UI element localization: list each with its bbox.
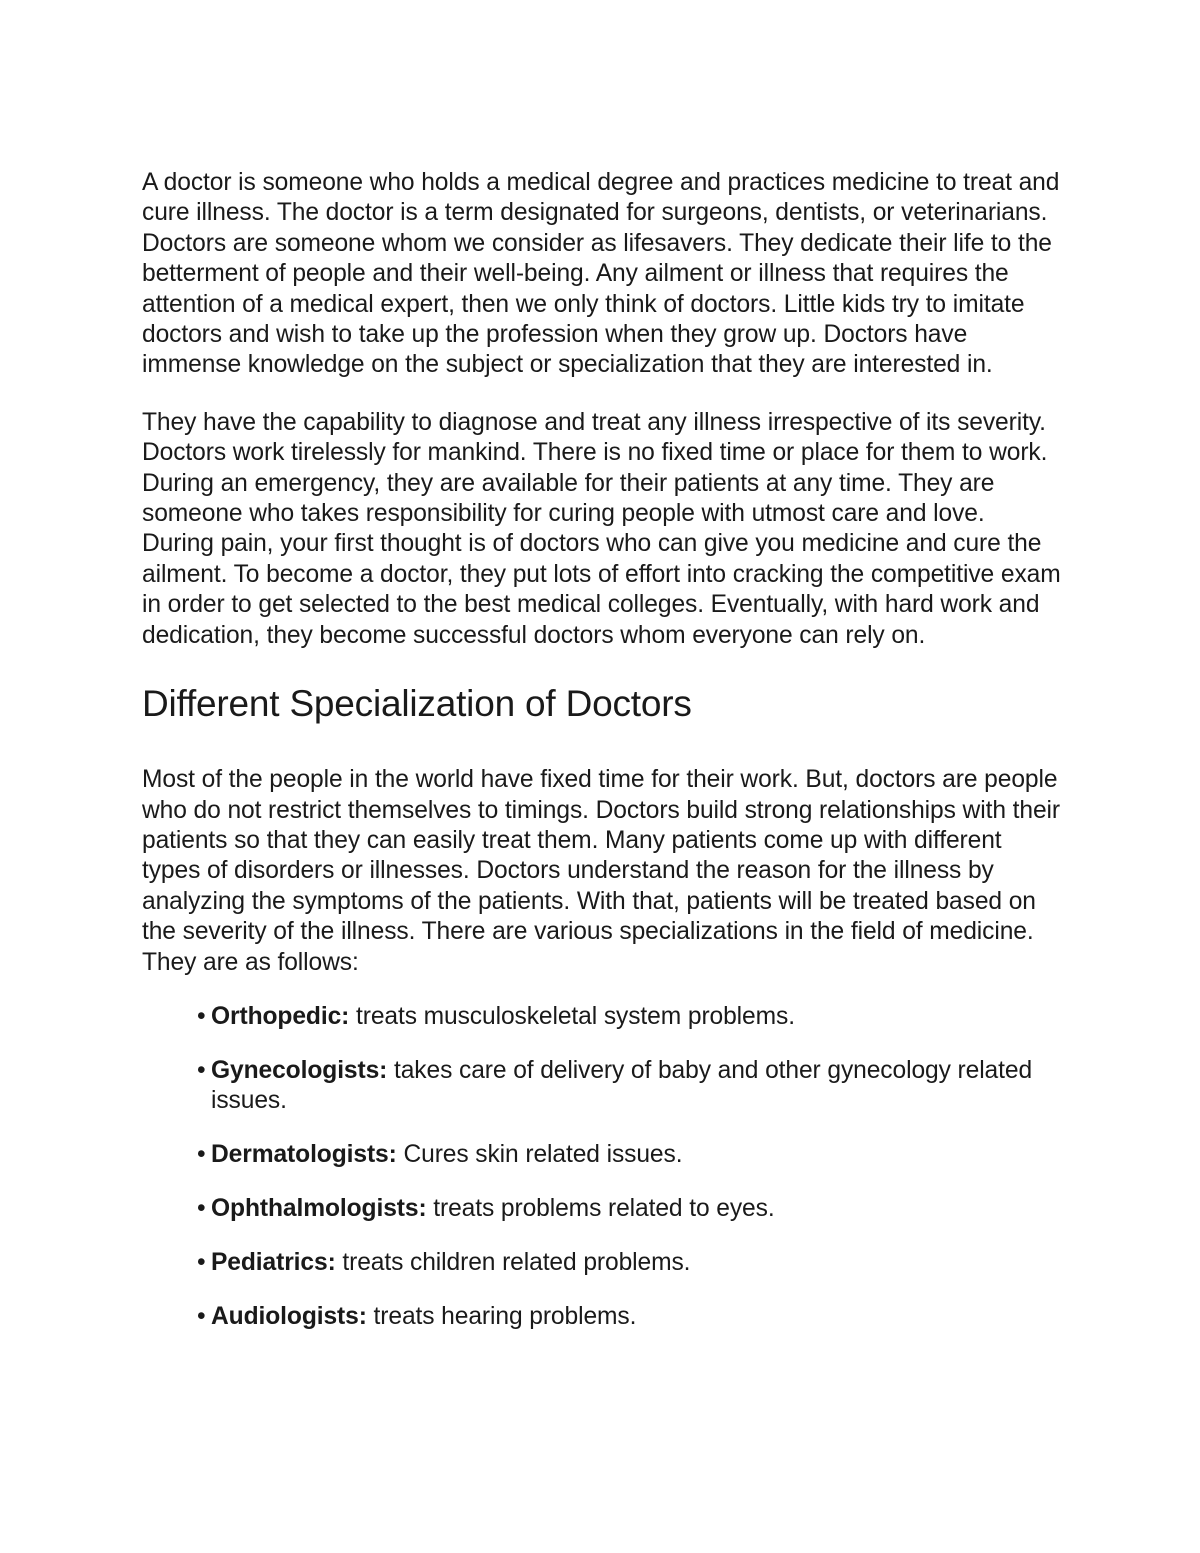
- specialization-description: Cures skin related issues.: [396, 1141, 683, 1169]
- list-item-dermatologists: [197, 1140, 1062, 1170]
- bullet-icon: •: [197, 1249, 206, 1277]
- section-heading: Different Specialization of Doctors: [142, 683, 692, 725]
- specialization-description: treats problems related to eyes.: [426, 1195, 775, 1223]
- bullet-icon: •: [197, 1195, 206, 1223]
- specialization-description: takes care of delivery of baby and other gynecology related issues.: [211, 1056, 1033, 1115]
- specialization-description: treats hearing problems.: [366, 1303, 637, 1331]
- specialization-intro-paragraph: Most of the people in the world have fixed time for their work. But, doctors are people who do not restrict themselves to timings. Doctors build strong relationships with their patients so that they can easily treat them. Many patients come up with different types of disorders or illnesses. Doctors understand the reason for the illness by analyzing the symptoms of the patients. With that, patients will be treated based on the severity of the illness. There are various specializations in the field of medicine. They are as follows:: [142, 766, 1060, 976]
- specialization-term: Orthopedic:: [211, 1002, 350, 1030]
- intro-paragraph: A doctor is someone who holds a medical degree and practices medicine to treat and cure illness. The doctor is a term designated for surgeons, dentists, or veterinarians. Doctors are someone whom we consider as lifesavers. They dedicate their life to the betterment of people and their well-being. Any ailment or illness that requires the attention of a medical expert, then we only think of doctors. Little kids try to imitate doctors and wish to take up the profession when they grow up. Doctors have immense knowledge on the subject or specialization that they are interested in.: [142, 169, 1060, 379]
- bullet-icon: •: [197, 1056, 206, 1084]
- specialization-term: Audiologists:: [211, 1303, 367, 1331]
- specialization-term: Gynecologists:: [211, 1056, 388, 1084]
- capability-paragraph: They have the capability to diagnose and treat any illness irrespective of its severity. Doctors work tirelessly for mankind. There is no fixed time or place for them to work. During an emergency, they are available for their patients at any time. They are someone who takes responsibility for curing people with utmost care and love. During pain, your first thought is of doctors who can give you medicine and cure the ailment. To become a doctor, they put lots of effort into cracking the competitive exam in order to get selected to the best medical colleges. Eventually, with hard work and dedication, they become successful doctors whom everyone can rely on.: [142, 408, 1061, 649]
- bullet-icon: •: [197, 1141, 206, 1169]
- list-item-orthopedic: [197, 1002, 1062, 1032]
- specialization-term: Ophthalmologists:: [211, 1195, 427, 1223]
- specialization-term: Dermatologists:: [211, 1141, 397, 1169]
- document-body: [142, 168, 1062, 1356]
- specialization-description: treats children related problems.: [335, 1249, 691, 1277]
- bullet-icon: •: [197, 1002, 206, 1030]
- bullet-icon: •: [197, 1303, 206, 1331]
- specialization-term: Pediatrics:: [211, 1249, 336, 1277]
- list-item-gynecologists: [197, 1056, 1062, 1117]
- list-item-audiologists: [197, 1302, 1062, 1332]
- specialization-list: [142, 1002, 1062, 1333]
- list-item-pediatrics: [197, 1248, 1062, 1278]
- list-item-ophthalmologists: [197, 1194, 1062, 1224]
- specialization-description: treats musculoskeletal system problems.: [349, 1002, 795, 1030]
